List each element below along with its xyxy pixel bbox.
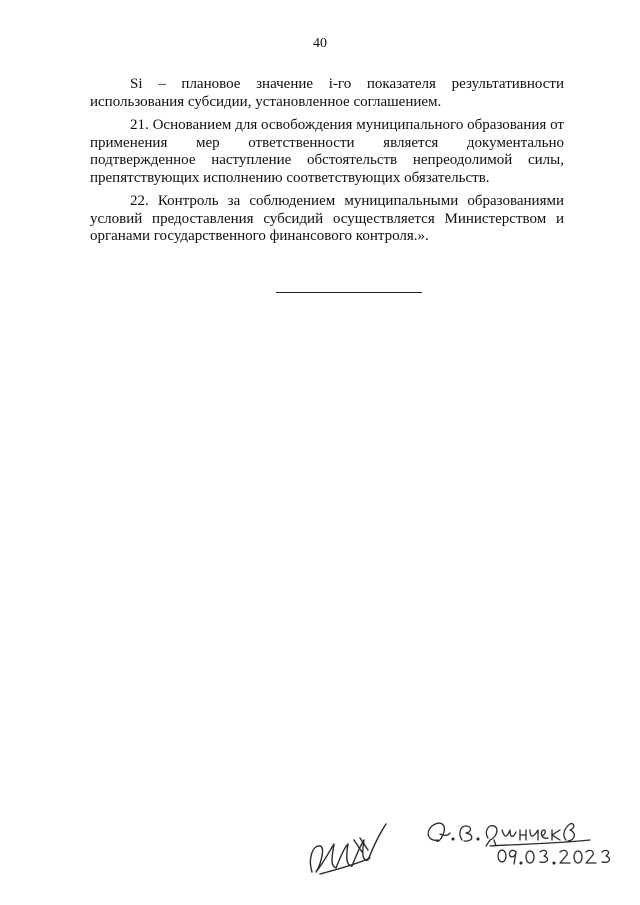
handwritten-name — [428, 823, 590, 846]
handwritten-signature-and-date — [290, 800, 620, 900]
paragraph-22: 22. Контроль за соблюдением муниципальными образованиями условий предоставления субсидий осуществляется Министерством и органами государственного финансового контроля.». — [90, 193, 564, 244]
handwritten-date — [498, 850, 609, 864]
signature-scribble — [310, 824, 386, 874]
paragraph-21: 21. Основанием для освобождения муниципального образования от применения мер ответственности является документально подтвержденное наступление обстоятельств непреодолимой силы, препятствующих исполнению соответствующих обязательств. — [90, 117, 564, 186]
paragraph-si-definition: Si – плановое значение i-го показателя результативности использования субсидии, установленное соглашением. — [90, 76, 564, 110]
body-text — [90, 76, 564, 252]
signature-block — [290, 800, 620, 900]
end-of-text-rule — [276, 292, 422, 293]
page-number: 40 — [313, 36, 327, 51]
